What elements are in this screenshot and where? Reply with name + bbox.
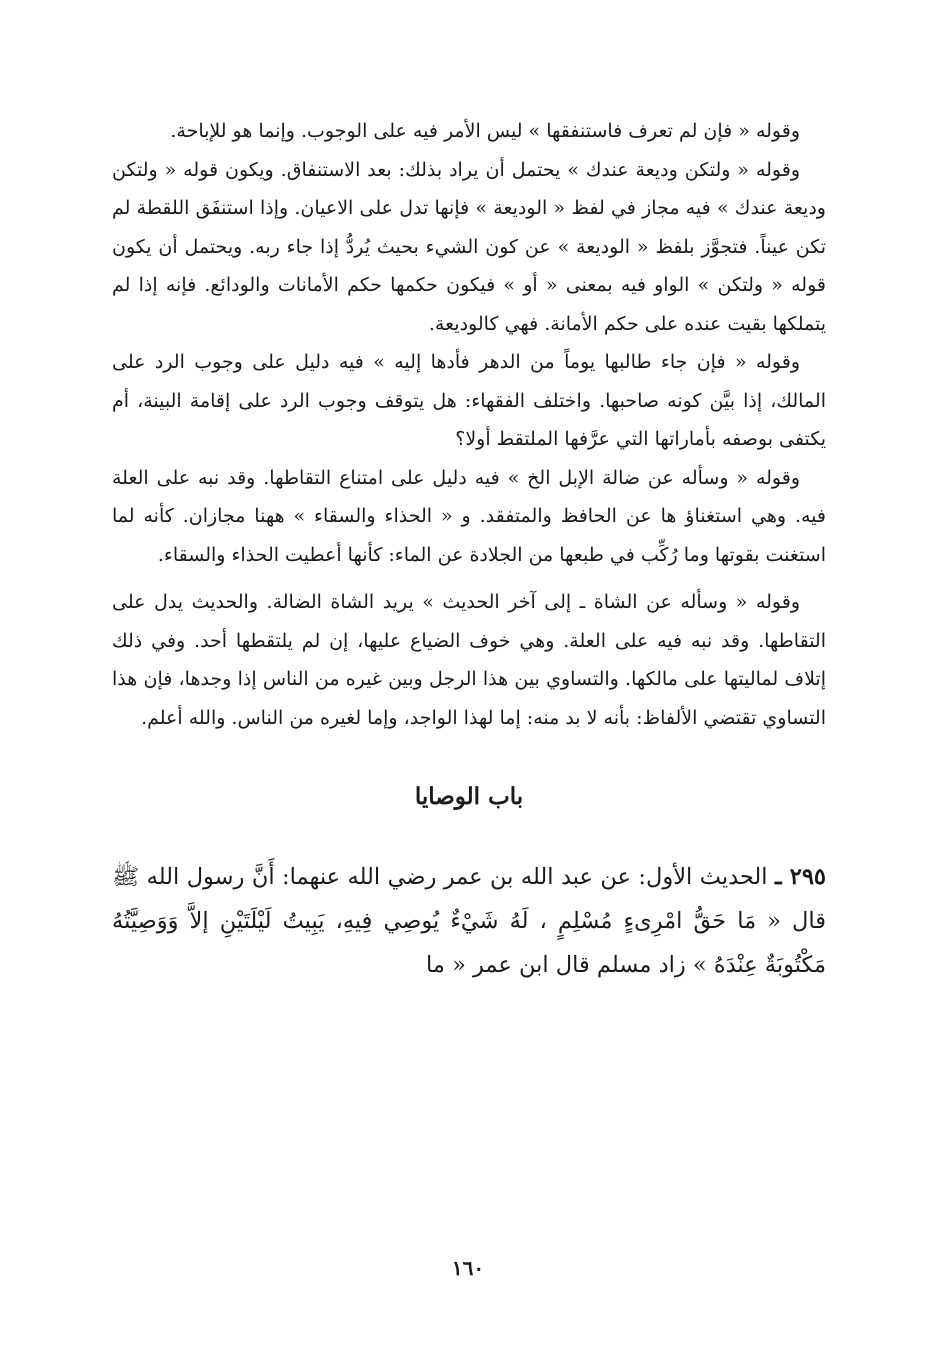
chapter-title: باب الوصايا	[414, 783, 524, 810]
hadith-text	[112, 855, 826, 987]
page-body	[112, 112, 826, 987]
hadith-body: الحديث الأول: عن عبد الله بن عمر رضي الله عنهما: أَنَّ رسول الله ﷺ قال « مَا حَقُّ امْرِىءٍ مُسْلِمٍ ، لَهُ شَيْءٌ يُوصِي فِيهِ، يَبِيتُ لَيْلَتَيْنِ إلاَّ وَوَصِيَّتُهُ مَكْتُوبَةٌ عِنْدَهُ » زاد مسلم قال ابن عمر « ما	[112, 864, 826, 978]
paragraph-talib: وقوله « فإن جاء طالبها يوماً من الدهر فأدها إليه » فيه دليل على وجوب الرد على المالك، إذا بيَّن كونه صاحبها. واختلف الفقهاء: هل يتوقف وجوب الرد على إقامة البينة، أم يكتفى بوصفه بأماراتها التي عرَّفها الملتقط أولا؟	[112, 351, 826, 450]
page-number: ١٦٠	[451, 1256, 485, 1280]
paragraph-shah: وقوله « وسأله عن الشاة ـ إلى آخر الحديث » يريد الشاة الضالة. والحديث يدل على التقاطها. وقد نبه فيه على العلة. وهي خوف الضياع عليها، إن لم يلتقطها أحد. وفي ذلك إتلاف لماليتها على مالكها. والتساوي بين هذا الرجل وبين غيره من الناس إذا وجدها، فإن هذا التساوي تقتضي الألفاظ: بأنه لا بد منه: إما لهذا الواجد، وإما لغيره من الناس. والله أعلم.	[112, 591, 826, 729]
paragraph-wadia: وقوله « ولتكن وديعة عندك » يحتمل أن يراد بذلك: بعد الاستنفاق. ويكون قوله « ولتكن وديعة عندك » فيه مجاز في لفظ « الوديعة » فإنها تدل على الاعيان. وإذا استنفَق اللقطة لم تكن عيناً. فتجوَّز بلفظ « الوديعة » عن كون الشيء بحيث يُردُّ إذا جاء ربه. ويحتمل أن يكون قوله « ولتكن » الواو فيه بمعنى « أو » فيكون حكمها حكم الأمانات والودائع. فإنه إذا لم يتملكها بقيت عنده على حكم الأمانة. فهي كالوديعة.	[112, 158, 826, 335]
paragraph-istinfaq: وقوله « فإن لم تعرف فاستنفقها » ليس الأمر فيه على الوجوب. وإنما هو للإباحة.	[170, 120, 800, 142]
hadith-number: ٢٩٥ ـ	[775, 864, 826, 890]
paragraph-ibil: وقوله « وسأله عن ضالة الإبل الخ » فيه دليل على امتناع التقاطها. وقد نبه على العلة فيه. وهي استغناؤ ها عن الحافظ والمتفقد. و « الحذاء والسقاء » ههنا مجازان. كأنه لما استغنت بقوتها وما رُكِّب في طبعها من الجلادة عن الماء: كأنها أعطيت الحذاء والسقاء.	[112, 466, 826, 566]
